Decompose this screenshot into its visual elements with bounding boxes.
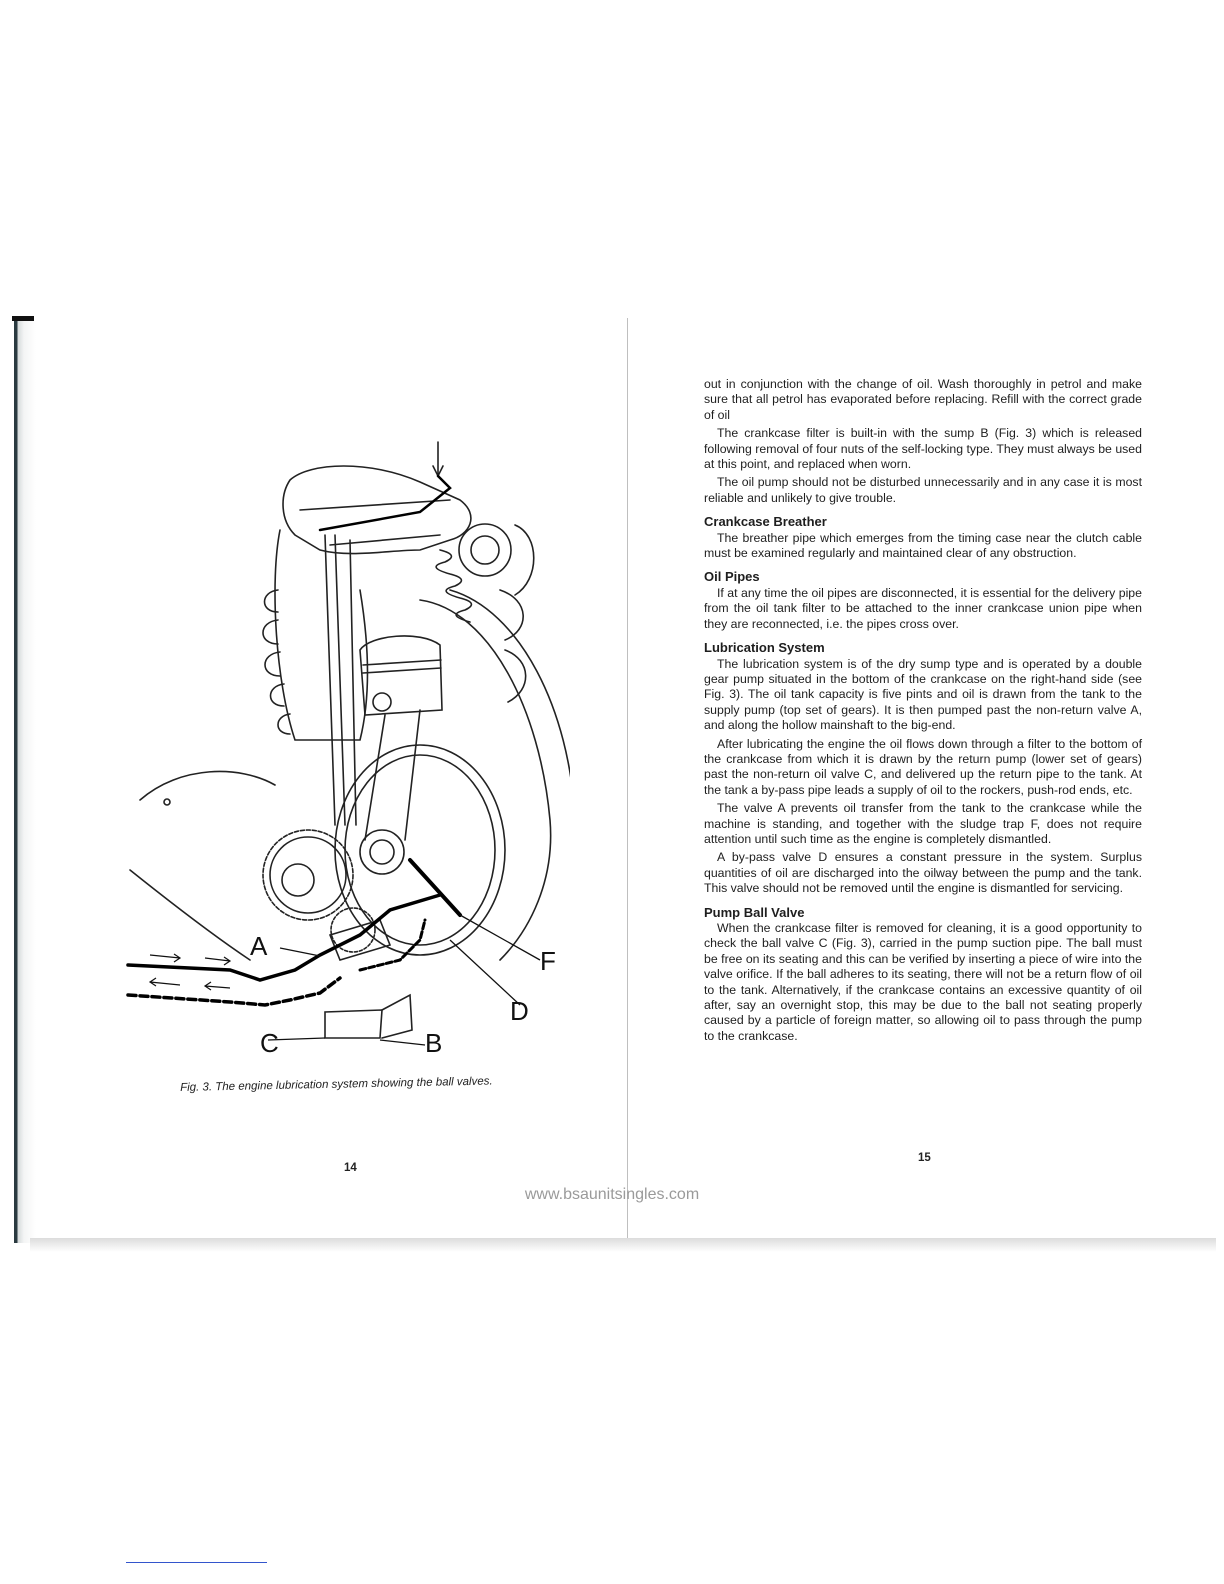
label-d: D [510, 996, 529, 1026]
paragraph-intro-3: The oil pump should not be disturbed unnecessarily and in any case it is most reliable and unlikely to give trouble. [704, 475, 1142, 505]
right-page-text [704, 377, 1142, 1047]
oil-delivery-pipe [128, 895, 440, 980]
timing-gear [263, 830, 353, 920]
paragraph-lubrication-2: After lubricating the engine the oil flows down through a filter to the bottom of the crankcase from which it is drawn by the return pump (lower set of gears) past the non-return oil valve C, and delivered up the return pipe to the tank. At the tank a by-pass pipe leads a supply of oil to the rockers, push-rod ends, etc. [704, 736, 1142, 797]
page-number-right: 15 [918, 1152, 931, 1164]
paragraph-lubrication-1: The lubrication system is of the dry sump type and is operated by a double gear pump situated in the bottom of the crankcase on the right-hand side (see Fig. 3). The oil tank capacity is five pints and oil is drawn from the tank to the supply pump (top set of gears). It is then pumped past the non-return valve A, and along the hollow mainshaft to the big-end. [704, 656, 1142, 733]
exhaust-pipe [420, 590, 570, 960]
feed-to-rockers [320, 476, 450, 530]
heading-lubrication-system: Lubrication System [704, 640, 825, 656]
heading-pump-ball-valve: Pump Ball Valve [704, 904, 805, 920]
big-end [360, 830, 404, 874]
engine-lubrication-figure [120, 440, 570, 1070]
paragraph-ball-valve: When the crankcase filter is removed for cleaning, it is a good opportunity to check the ball valve C (Fig. 3), carried in the pump suction pipe. The ball must be free on its seating and this can be verified by inserting a piece of wire into the valve orifice. If the ball adheres to its seating, there will not be a return flow of oil to the tank. Alternatively, if the crankcase contains an excessive quantity of oil after, say an overnight stop, this may be due to the ball not seating properly caused by a particle of foreign matter, so allowing oil to pass through the pump to the crankcase. [704, 921, 1142, 1043]
sludge-trap [410, 860, 460, 915]
heading-crankcase-breather: Crankcase Breather [704, 514, 827, 530]
label-b: B [425, 1028, 443, 1058]
rocker-arm [330, 535, 440, 545]
page-fold [627, 318, 628, 1246]
paragraph-intro-1: out in conjunction with the change of oil. Wash thoroughly in petrol and make sure that all petrol has evaporated before replacing. Refill with the correct grade of oil [704, 377, 1142, 422]
page-number-left: 14 [344, 1162, 357, 1174]
heading-oil-pipes: Oil Pipes [704, 569, 760, 585]
label-c: C [260, 1028, 279, 1058]
page-bottom-shadow [30, 1238, 1216, 1252]
label-a: A [250, 931, 268, 961]
corner-mark [12, 316, 34, 321]
valve-cap [459, 524, 511, 576]
frame-tube [140, 771, 275, 800]
sump [325, 1010, 382, 1038]
push-rod [325, 535, 335, 825]
paragraph-intro-2: The crankcase filter is built-in with the sump B (Fig. 3) which is released following removal of four nuts of the self-locking type. They must always be used at this point, and replaced when worn. [704, 426, 1142, 472]
paragraph-lubrication-3: The valve A prevents oil transfer from the tank to the crankcase while the machine is standing, and together with the sludge trap F, does not require attention until such time as the engine is completely dismantled. [704, 801, 1142, 846]
paragraph-lubrication-4: A by-pass valve D ensures a constant pressure in the system. Surplus quantities of oil are discharged into the oilway between the pump and the tank. This valve should not be removed until the engine is dismantled for servicing. [704, 850, 1142, 896]
paragraph-breather: The breather pipe which emerges from the timing case near the clutch cable must be examined regularly and maintained clear of any obstruction. [704, 530, 1142, 561]
oil-return-pipe [128, 978, 340, 1005]
label-f: F [540, 946, 556, 976]
figure-caption: Fig. 3. The engine lubrication system showing the ball valves. [180, 1075, 493, 1094]
book-binding-edge [14, 318, 36, 1243]
valve-spring [436, 550, 471, 622]
bottom-link-underline [126, 1562, 267, 1563]
watermark-url: www.bsaunitsingles.com [524, 1186, 700, 1203]
paragraph-oil-pipes: If at any time the oil pipes are disconnected, it is essential for the delivery pipe from the oil tank filter to be attached to the inner crankcase union pipe when they are reconnected, i.e. the pipes cross over. [704, 585, 1142, 631]
